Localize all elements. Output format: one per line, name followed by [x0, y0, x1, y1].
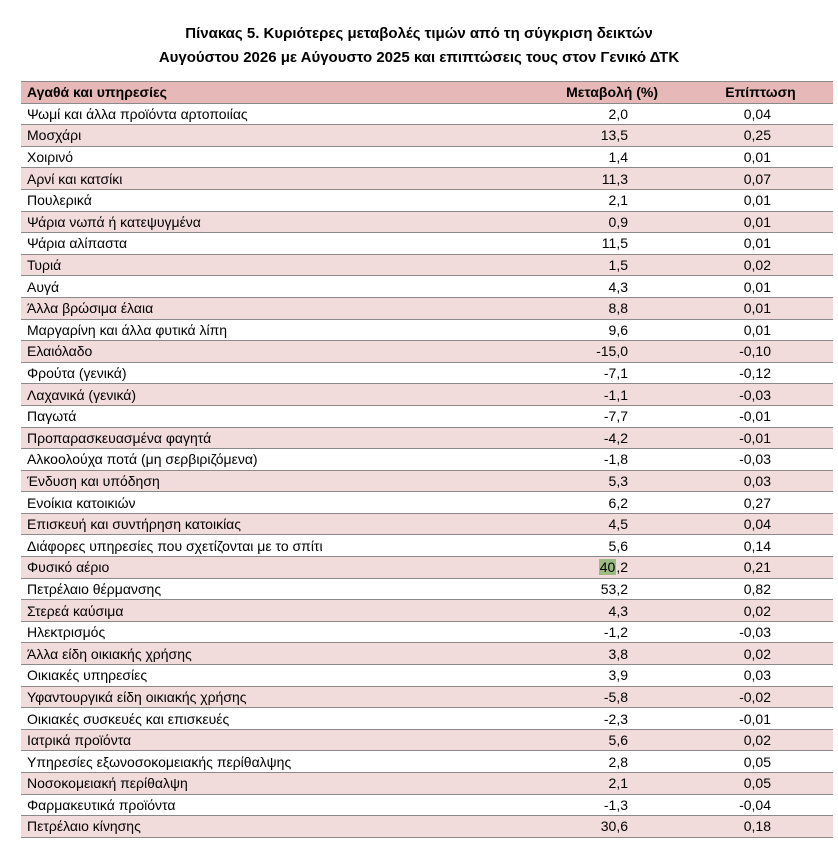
table-row	[21, 168, 833, 190]
table-row	[21, 449, 833, 471]
table-row	[21, 621, 833, 643]
row-item-label: Αυγά	[21, 276, 526, 298]
row-item-label: Φυσικό αέριο	[21, 557, 526, 579]
row-change-value: 5,6	[526, 729, 688, 751]
row-impact-value: 0,25	[688, 125, 833, 147]
row-impact-value: 0,01	[688, 211, 833, 233]
table-row	[21, 729, 833, 751]
table-row	[21, 146, 833, 168]
table-row	[21, 103, 833, 125]
row-impact-value: 0,01	[688, 233, 833, 255]
row-change-value: 3,9	[526, 665, 688, 687]
table-row	[21, 643, 833, 665]
row-change-value: -15,0	[526, 341, 688, 363]
row-change-value: 4,5	[526, 513, 688, 535]
row-impact-value: 0,14	[688, 535, 833, 557]
row-item-label: Ψωμί και άλλα προϊόντα αρτοποιίας	[21, 103, 526, 125]
row-item-label: Ιατρικά προϊόντα	[21, 729, 526, 751]
row-change-value: 4,3	[526, 600, 688, 622]
row-item-label: Διάφορες υπηρεσίες που σχετίζονται με το σπίτι	[21, 535, 526, 557]
table-row	[21, 751, 833, 773]
row-change-value: 5,6	[526, 535, 688, 557]
row-impact-value: 0,03	[688, 665, 833, 687]
row-impact-value: -0,01	[688, 405, 833, 427]
row-item-label: Λαχανικά (γενικά)	[21, 384, 526, 406]
row-impact-value: -0,01	[688, 708, 833, 730]
row-item-label: Αλκοολούχα ποτά (μη σερβιριζόμενα)	[21, 449, 526, 471]
row-impact-value: 0,27	[688, 492, 833, 514]
row-change-value: 0,9	[526, 211, 688, 233]
row-change-value: 30,6	[526, 816, 688, 838]
row-change-value: 9,6	[526, 319, 688, 341]
row-item-label: Πετρέλαιο κίνησης	[21, 816, 526, 838]
table-title-line-1: Πίνακας 5. Κυριότερες μεταβολές τιμών από τη σύγκριση δεικτών	[185, 25, 653, 42]
row-impact-value: 0,21	[688, 557, 833, 579]
table-row	[21, 189, 833, 211]
row-item-label: Μοσχάρι	[21, 125, 526, 147]
row-change-value: 2,1	[526, 189, 688, 211]
row-item-label: Ψάρια νωπά ή κατεψυγμένα	[21, 211, 526, 233]
row-impact-value: 0,03	[688, 470, 833, 492]
row-impact-value: -0,03	[688, 449, 833, 471]
row-item-label: Οικιακές συσκευές και επισκευές	[21, 708, 526, 730]
row-change-value: 4,3	[526, 276, 688, 298]
table-row	[21, 341, 833, 363]
table-row	[21, 773, 833, 795]
row-item-label: Ψάρια αλίπαστα	[21, 233, 526, 255]
row-change-value: 6,2	[526, 492, 688, 514]
row-impact-value: 0,07	[688, 168, 833, 190]
table-row	[21, 427, 833, 449]
row-change-value: 53,2	[526, 578, 688, 600]
table-row	[21, 665, 833, 687]
row-item-label: Άλλα είδη οικιακής χρήσης	[21, 643, 526, 665]
row-change-value: -7,7	[526, 405, 688, 427]
table-row	[21, 319, 833, 341]
row-change-value: 5,3	[526, 470, 688, 492]
table-row	[21, 708, 833, 730]
row-impact-value: 0,01	[688, 189, 833, 211]
row-impact-value: 0,04	[688, 513, 833, 535]
row-item-label: Ενοίκια κατοικιών	[21, 492, 526, 514]
table-row	[21, 276, 833, 298]
row-impact-value: 0,82	[688, 578, 833, 600]
row-item-label: Ελαιόλαδο	[21, 341, 526, 363]
table-row	[21, 297, 833, 319]
row-item-label: Επισκευή και συντήρηση κατοικίας	[21, 513, 526, 535]
table-header-row	[21, 82, 833, 104]
row-change-value: -1,8	[526, 449, 688, 471]
row-change-value: 11,5	[526, 233, 688, 255]
header-change: Μεταβολή (%)	[526, 82, 688, 104]
row-impact-value: 0,04	[688, 103, 833, 125]
row-change-value: 13,5	[526, 125, 688, 147]
table-row	[21, 362, 833, 384]
row-item-label: Αρνί και κατσίκι	[21, 168, 526, 190]
table-row	[21, 816, 833, 838]
row-change-value: 1,4	[526, 146, 688, 168]
row-item-label: Νοσοκομειακή περίθαλψη	[21, 773, 526, 795]
table-row	[21, 470, 833, 492]
row-item-label: Υπηρεσίες εξωνοσοκομειακής περίθαλψης	[21, 751, 526, 773]
table-row	[21, 211, 833, 233]
header-goods-services: Αγαθά και υπηρεσίες	[21, 82, 526, 104]
table-title-line-2: Αυγούστου 2026 με Αύγουστο 2025 και επιπτώσεις τους στον Γενικό ΔΤΚ	[158, 49, 680, 66]
table-row	[21, 254, 833, 276]
row-change-value: 8,8	[526, 297, 688, 319]
row-item-label: Ένδυση και υπόδηση	[21, 470, 526, 492]
row-impact-value: -0,03	[688, 621, 833, 643]
row-item-label: Παγωτά	[21, 405, 526, 427]
row-change-value: -2,3	[526, 708, 688, 730]
table-row	[21, 557, 833, 579]
row-change-value: -1,3	[526, 794, 688, 816]
row-item-label: Ηλεκτρισμός	[21, 621, 526, 643]
row-impact-value: -0,12	[688, 362, 833, 384]
row-impact-value: 0,01	[688, 146, 833, 168]
row-change-value: 2,0	[526, 103, 688, 125]
row-change-value: -1,1	[526, 384, 688, 406]
row-change-value: 2,1	[526, 773, 688, 795]
row-change-value: 40,2	[526, 557, 688, 579]
row-impact-value: 0,02	[688, 729, 833, 751]
row-change-value: 11,3	[526, 168, 688, 190]
table-row	[21, 686, 833, 708]
row-item-label: Πετρέλαιο θέρμανσης	[21, 578, 526, 600]
row-change-value: -5,8	[526, 686, 688, 708]
row-impact-value: -0,04	[688, 794, 833, 816]
row-impact-value: 0,02	[688, 600, 833, 622]
row-change-value: 3,8	[526, 643, 688, 665]
selection-highlight: 40	[599, 559, 616, 576]
table-row	[21, 384, 833, 406]
table-row	[21, 794, 833, 816]
row-impact-value: 0,05	[688, 773, 833, 795]
row-impact-value: 0,01	[688, 297, 833, 319]
row-impact-value: 0,18	[688, 816, 833, 838]
row-item-label: Μαργαρίνη και άλλα φυτικά λίπη	[21, 319, 526, 341]
table-row	[21, 600, 833, 622]
row-item-label: Χοιρινό	[21, 146, 526, 168]
table-row	[21, 125, 833, 147]
row-item-label: Φρούτα (γενικά)	[21, 362, 526, 384]
row-item-label: Άλλα βρώσιμα έλαια	[21, 297, 526, 319]
table-row	[21, 513, 833, 535]
row-item-label: Πουλερικά	[21, 189, 526, 211]
row-impact-value: 0,02	[688, 643, 833, 665]
row-impact-value: -0,10	[688, 341, 833, 363]
row-item-label: Υφαντουργικά είδη οικιακής χρήσης	[21, 686, 526, 708]
row-item-label: Προπαρασκευασμένα φαγητά	[21, 427, 526, 449]
row-impact-value: 0,01	[688, 276, 833, 298]
row-item-label: Στερεά καύσιμα	[21, 600, 526, 622]
row-impact-value: 0,05	[688, 751, 833, 773]
table-row	[21, 578, 833, 600]
row-impact-value: 0,02	[688, 254, 833, 276]
row-impact-value: -0,02	[688, 686, 833, 708]
header-impact: Επίπτωση	[688, 82, 833, 104]
price-changes-table	[21, 81, 833, 838]
table-row	[21, 492, 833, 514]
row-impact-value: -0,03	[688, 384, 833, 406]
row-change-value: -7,1	[526, 362, 688, 384]
row-item-label: Φαρμακευτικά προϊόντα	[21, 794, 526, 816]
row-change-value: 2,8	[526, 751, 688, 773]
table-row	[21, 233, 833, 255]
row-impact-value: -0,01	[688, 427, 833, 449]
row-impact-value: 0,01	[688, 319, 833, 341]
table-row	[21, 405, 833, 427]
row-change-value: -1,2	[526, 621, 688, 643]
row-change-value: 1,5	[526, 254, 688, 276]
row-item-label: Τυριά	[21, 254, 526, 276]
table-row	[21, 535, 833, 557]
row-item-label: Οικιακές υπηρεσίες	[21, 665, 526, 687]
row-change-value: -4,2	[526, 427, 688, 449]
